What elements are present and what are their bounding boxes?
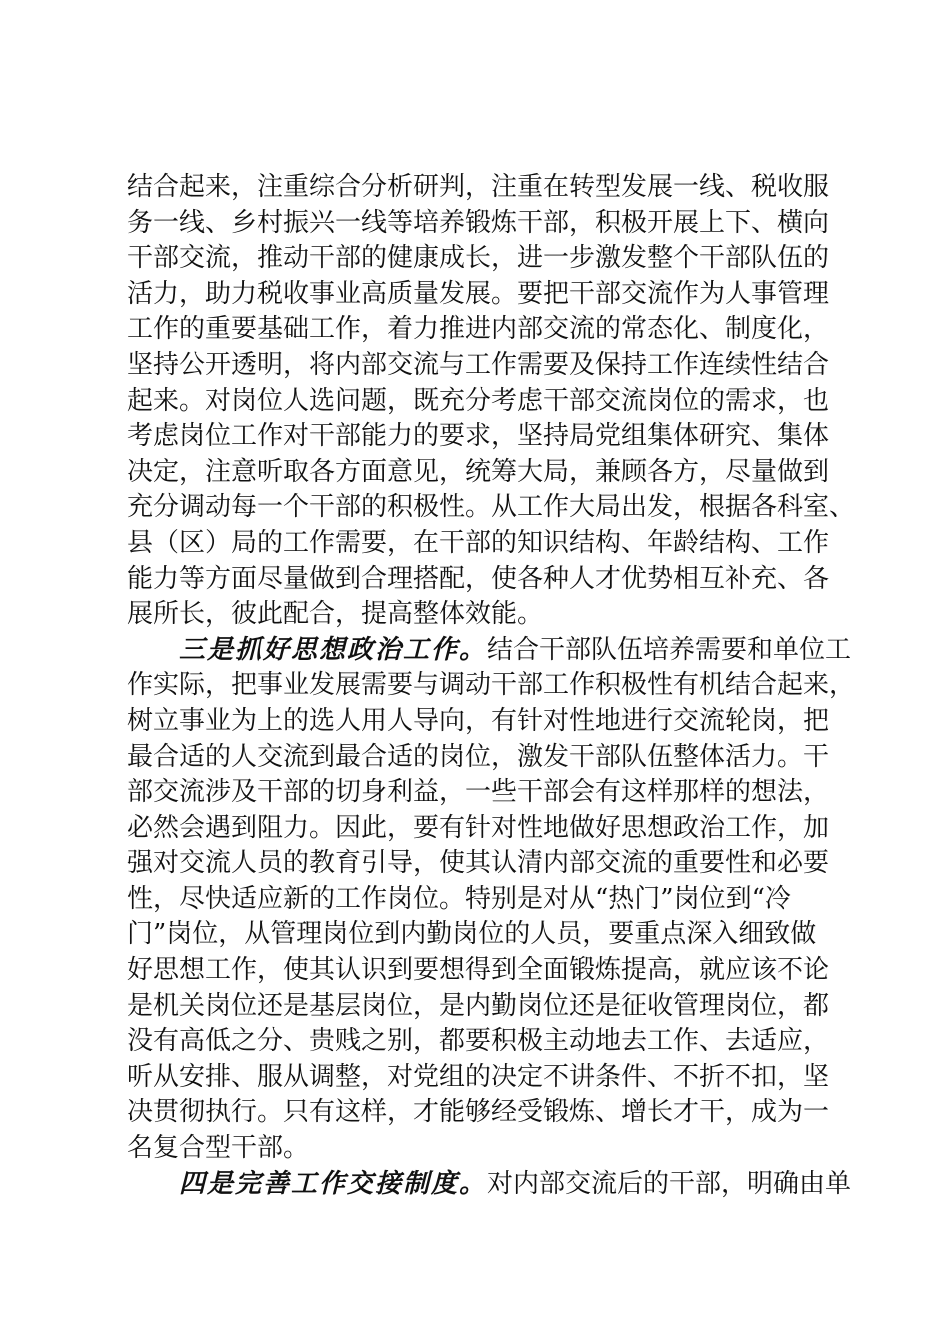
paragraph-3-heading: 四是完善工作交接制度。 [179,1168,488,1199]
text-line: 性，尽快适应新的工作岗位。特别是对从“热门”岗位到“冷 [127,883,791,914]
text-line: 决定，注意听取各方面意见，统筹大局，兼顾各方，尽量做到 [127,456,830,487]
text-line: 门”岗位，从管理岗位到内勤岗位的人员，要重点深入细致做 [127,919,817,950]
text-line: 充分调动每一个干部的积极性。从工作大局出发，根据各科室、 [127,492,856,523]
text-line: 考虑岗位工作对干部能力的要求，坚持局党组集体研究、集体 [127,421,830,452]
text-line: 必然会遇到阻力。因此，要有针对性地做好思想政治工作，加 [127,812,830,843]
document-page [127,170,856,1202]
text-line: 对内部交流后的干部，明确由单 [487,1168,852,1199]
paragraph-3-first-line [127,1167,852,1203]
text-line: 结合干部队伍培养需要和单位工 [487,634,852,665]
text-line: 最合适的人交流到最合适的岗位，激发干部队伍整体活力。干 [127,741,830,772]
text-line: 没有高低之分、贵贱之别，都要积极主动地去工作、去适应， [127,1026,830,1057]
text-line: 坚持公开透明，将内部交流与工作需要及保持工作连续性结合 [127,349,830,380]
text-line: 树立事业为上的选人用人导向，有针对性地进行交流轮岗，把 [127,705,830,736]
text-line: 展所长，彼此配合，提高整体效能。 [127,599,544,630]
text-line: 强对交流人员的教育引导，使其认清内部交流的重要性和必要 [127,848,830,879]
text-line: 务一线、乡村振兴一线等培养锻炼干部，积极开展上下、横向 [127,207,830,238]
text-line: 县（区）局的工作需要，在干部的知识结构、年龄结构、工作 [127,527,830,558]
text-line: 作实际，把事业发展需要与调动干部工作积极性有机结合起来， [127,670,856,701]
paragraph-2-heading: 三是抓好思想政治工作。 [179,634,488,665]
text-line: 干部交流，推动干部的健康成长，进一步激发整个干部队伍的 [127,243,830,274]
text-line: 结合起来，注重综合分析研判，注重在转型发展一线、税收服 [127,172,830,202]
text-line: 部交流涉及干部的切身利益，一些干部会有这样那样的想法， [127,777,830,808]
text-line: 名复合型干部。 [127,1133,310,1164]
paragraph-1 [127,170,856,633]
text-line: 决贯彻执行。只有这样，才能够经受锻炼、增长才干，成为一 [127,1097,830,1128]
text-line: 活力，助力税收事业高质量发展。要把干部交流作为人事管理 [127,278,830,309]
text-line: 工作的重要基础工作，着力推进内部交流的常态化、制度化， [127,314,830,345]
paragraph-3 [127,1167,852,1203]
text-line: 好思想工作，使其认识到要想得到全面锻炼提高，就应该不论 [127,955,830,986]
text-line: 能力等方面尽量做到合理搭配，使各种人才优势相互补充、各 [127,563,830,594]
paragraph-2 [127,633,856,1167]
text-line: 起来。对岗位人选问题，既充分考虑干部交流岗位的需求，也 [127,385,830,416]
paragraph-2-first-line [127,633,852,669]
text-line: 是机关岗位还是基层岗位，是内勤岗位还是征收管理岗位，都 [127,990,830,1021]
text-line: 听从安排、服从调整，对党组的决定不讲条件、不折不扣，坚 [127,1061,830,1092]
